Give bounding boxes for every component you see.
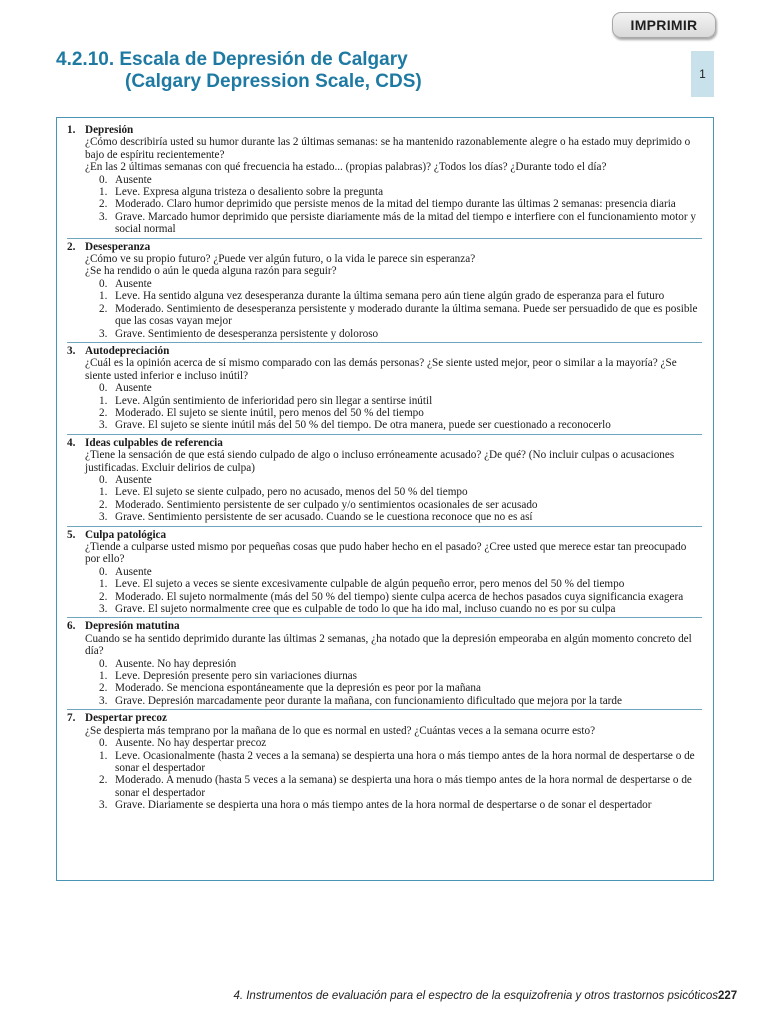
item-title: Depresión matutina <box>85 620 180 633</box>
score-option <box>85 670 702 682</box>
score-value: 1. <box>99 186 108 199</box>
score-option <box>85 603 702 615</box>
score-description: Leve. Ha sentido alguna vez desesperanza durante la última semana pero aún tiene algún grado de esperanza para el futuro <box>115 290 665 303</box>
score-value: 3. <box>99 511 108 524</box>
item-title: Despertar precoz <box>85 712 167 725</box>
item-number: 1. <box>67 124 76 136</box>
score-description: Moderado. Se menciona espontáneamente que la depresión es peor por la mañana <box>115 682 481 695</box>
page-number: 227 <box>718 990 738 1002</box>
score-description: Grave. Diariamente se despierta una hora o más tiempo antes de la hora normal de despertarse o de sonar el despertador <box>115 799 652 812</box>
score-description: Moderado. Claro humor deprimido que persiste menos de la mitad del tiempo durante las últimas 2 semanas: presencia diaria <box>115 198 676 211</box>
scale-item <box>67 435 702 527</box>
score-value: 1. <box>99 749 108 762</box>
section-tab[interactable]: 1 <box>691 51 714 97</box>
score-option <box>85 578 702 590</box>
score-value: 3. <box>99 419 108 432</box>
item-title: Culpa patológica <box>85 528 167 541</box>
item-number: 6. <box>67 620 76 633</box>
item-question: ¿Se ha rendido o aún le queda alguna razón para seguir? <box>85 265 337 278</box>
score-value: 0. <box>99 382 108 395</box>
score-value: 2. <box>99 774 108 787</box>
score-description: Ausente. No hay depresión <box>115 657 237 670</box>
item-number: 5. <box>67 528 76 541</box>
item-title: Desesperanza <box>85 240 151 253</box>
score-value: 2. <box>99 406 108 419</box>
print-button[interactable]: IMPRIMIR <box>612 12 716 38</box>
item-number: 3. <box>67 344 76 357</box>
score-description: Grave. Sentimiento de desesperanza persistente y doloroso <box>115 327 379 340</box>
score-description: Moderado. El sujeto normalmente (más del 50 % del tiempo) siente culpa acerca de hechos pasados cuya significancia exagera <box>115 590 684 603</box>
score-option <box>85 566 702 578</box>
score-option <box>85 486 702 498</box>
score-value: 0. <box>99 737 108 750</box>
score-description: Moderado. A menudo (hasta 5 veces a la semana) se despierta una hora o más tiempo antes de la hora normal de despertarse o de sonar el despertador <box>115 774 692 799</box>
score-option <box>85 658 702 670</box>
scale-item <box>67 710 702 813</box>
title-line-2: (Calgary Depression Scale, CDS) <box>125 71 422 92</box>
score-description: Grave. El sujeto se siente inútil más del 50 % del tiempo. De otra manera, puede ser cuestionado a reconocerlo <box>115 419 611 432</box>
score-value: 1. <box>99 486 108 499</box>
item-question: ¿Tiende a culparse usted mismo por pequeñas cosas que pudo haber hecho en el pasado? ¿Cree usted que merece estar tan preocupado por ello? <box>85 541 687 566</box>
score-value: 3. <box>99 210 108 223</box>
score-option <box>85 750 702 775</box>
score-value: 0. <box>99 657 108 670</box>
score-option <box>85 382 702 394</box>
score-option <box>85 303 702 328</box>
score-description: Ausente <box>115 382 152 395</box>
score-description: Ausente <box>115 277 152 290</box>
score-description: Moderado. Sentimiento de desesperanza persistente y moderado durante la última semana. Puede ser persuadido de que es posible que las cosas vayan mejor <box>115 302 698 328</box>
item-question: ¿En las 2 últimas semanas con qué frecuencia ha estado... (propias palabras)? ¿Todos los días? ¿Durante todo el día? <box>85 161 607 174</box>
item-question: ¿Tiene la sensación de que está siendo culpado de algo o incluso erróneamente acusado? ¿De qué? (No incluir culpas o acusaciones justificadas. Excluir delirios de culpa) <box>85 449 675 474</box>
score-value: 3. <box>99 603 108 616</box>
score-description: Leve. El sujeto se siente culpado, pero no acusado, menos del 50 % del tiempo <box>115 486 468 499</box>
score-option <box>85 591 702 603</box>
item-body <box>67 725 702 812</box>
score-description: Leve. Ocasionalmente (hasta 2 veces a la semana) se despierta una hora o más tiempo antes de la hora normal de despertarse o de sonar el despertador <box>115 749 695 774</box>
item-heading <box>67 124 702 136</box>
score-value: 0. <box>99 173 108 186</box>
item-heading <box>67 529 702 541</box>
scale-item <box>67 618 702 710</box>
score-option <box>85 290 702 302</box>
score-option <box>85 474 702 486</box>
score-option <box>85 211 702 236</box>
score-value: 3. <box>99 327 108 340</box>
score-option <box>85 186 702 198</box>
item-title: Autodepreciación <box>85 344 170 357</box>
scale-item <box>67 122 702 239</box>
page-title <box>56 49 422 93</box>
item-number: 2. <box>67 240 76 253</box>
score-description: Ausente. No hay despertar precoz <box>115 737 267 750</box>
score-description: Leve. Depresión presente pero sin variaciones diurnas <box>115 670 357 683</box>
score-value: 1. <box>99 290 108 303</box>
scale-item <box>67 527 702 619</box>
footer-text: 4. Instrumentos de evaluación para el espectro de la esquizofrenia y otros trastornos psicóticos <box>233 990 718 1002</box>
item-title: Ideas culpables de referencia <box>85 436 223 449</box>
item-body <box>67 253 702 340</box>
item-heading <box>67 345 702 357</box>
score-value: 1. <box>99 394 108 407</box>
score-value: 2. <box>99 198 108 211</box>
score-value: 2. <box>99 682 108 695</box>
score-option <box>85 278 702 290</box>
item-heading <box>67 437 702 449</box>
score-description: Leve. Expresa alguna tristeza o desaliento sobre la pregunta <box>115 186 384 199</box>
score-description: Grave. El sujeto normalmente cree que es culpable de todo lo que ha ido mal, incluso cuando no es por su culpa <box>115 603 616 616</box>
score-value: 2. <box>99 590 108 603</box>
score-option <box>85 799 702 811</box>
item-question: Cuando se ha sentido deprimido durante las últimas 2 semanas, ¿ha notado que la depresión empeoraba en algún momento concreto del día? <box>85 632 692 658</box>
score-value: 1. <box>99 578 108 591</box>
item-body <box>67 357 702 431</box>
title-line-1: 4.2.10. Escala de Depresión de Calgary <box>56 49 408 70</box>
score-option <box>85 328 702 340</box>
score-option <box>85 682 702 694</box>
score-option <box>85 737 702 749</box>
score-value: 0. <box>99 277 108 290</box>
item-question: ¿Se despierta más temprano por la mañana de lo que es normal en usted? ¿Cuántas veces a la semana ocurre esto? <box>85 724 596 737</box>
score-description: Grave. Depresión marcadamente peor durante la mañana, con funcionamiento dificultado que mejora por la tarde <box>115 694 622 707</box>
score-description: Ausente <box>115 173 152 186</box>
score-value: 0. <box>99 473 108 486</box>
score-description: Ausente <box>115 565 152 578</box>
item-question: ¿Cuál es la opinión acerca de sí mismo comparado con las demás personas? ¿Se siente usted mejor, peor o similar a la mayoría? ¿Se siente usted inferior e incluso inútil? <box>85 357 677 382</box>
item-number: 7. <box>67 712 76 725</box>
score-option <box>85 419 702 431</box>
score-value: 1. <box>99 670 108 683</box>
score-value: 3. <box>99 799 108 812</box>
score-option <box>85 774 702 799</box>
score-value: 2. <box>99 302 108 315</box>
item-body <box>67 136 702 235</box>
item-heading <box>67 712 702 724</box>
score-description: Grave. Marcado humor deprimido que persiste diariamente más de la mitad del tiempo e interfiere con el funcionamiento motor y social normal <box>115 210 696 236</box>
item-question: ¿Cómo describiría usted su humor durante las 2 últimas semanas: se ha mantenido razonablemente alegre o ha estado muy deprimido o bajo de espíritu recientemente? <box>85 136 691 161</box>
score-option <box>85 198 702 210</box>
score-option <box>85 511 702 523</box>
scale-box <box>56 117 714 881</box>
score-value: 3. <box>99 694 108 707</box>
item-body <box>67 449 702 523</box>
score-option <box>85 174 702 186</box>
item-body <box>67 633 702 707</box>
item-question: ¿Cómo ve su propio futuro? ¿Puede ver algún futuro, o la vida le parece sin esperanza? <box>85 253 476 266</box>
scale-item <box>67 239 702 343</box>
score-option <box>85 395 702 407</box>
item-number: 4. <box>67 436 76 449</box>
score-option <box>85 499 702 511</box>
item-heading <box>67 620 702 632</box>
score-value: 2. <box>99 498 108 511</box>
score-option <box>85 695 702 707</box>
score-description: Moderado. Sentimiento persistente de ser culpado y/o sentimientos ocasionales de ser acusado <box>115 498 538 511</box>
score-option <box>85 407 702 419</box>
score-description: Ausente <box>115 473 152 486</box>
score-description: Grave. Sentimiento persistente de ser acusado. Cuando se le cuestiona reconoce que no es así <box>115 511 533 524</box>
score-description: Leve. El sujeto a veces se siente excesivamente culpable de algún pequeño error, pero menos del 50 % del tiempo <box>115 578 625 591</box>
item-body <box>67 541 702 615</box>
score-description: Leve. Algún sentimiento de inferioridad pero sin llegar a sentirse inútil <box>115 394 433 407</box>
score-value: 0. <box>99 565 108 578</box>
item-heading <box>67 241 702 253</box>
score-description: Moderado. El sujeto se siente inútil, pero menos del 50 % del tiempo <box>115 406 424 419</box>
scale-item <box>67 343 702 435</box>
item-title: Depresión <box>85 124 134 136</box>
